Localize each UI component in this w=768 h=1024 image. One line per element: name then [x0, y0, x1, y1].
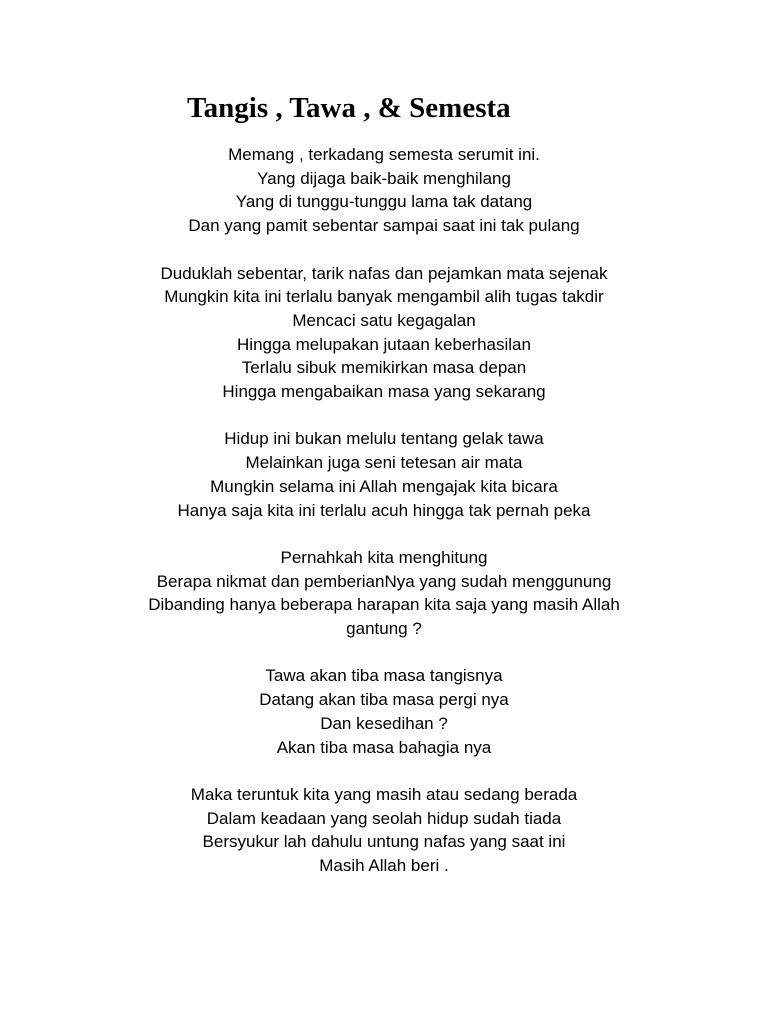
- poem-line: Hanya saja kita ini terlalu acuh hingga tak pernah peka: [177, 500, 591, 520]
- poem-line: Akan tiba masa bahagia nya: [276, 737, 492, 757]
- poem-line: Dan kesedihan ?: [320, 713, 448, 733]
- poem-line: Dibanding hanya beberapa harapan kita saja yang masih Allah: [148, 595, 620, 615]
- poem-stanza: [0, 783, 768, 878]
- poem-line: Masih Allah beri .: [319, 856, 449, 876]
- poem-stanza: [0, 427, 768, 522]
- poem-stanza: [0, 664, 768, 759]
- poem-line: Memang , terkadang semesta serumit ini.: [228, 145, 540, 164]
- poem-line: Mungkin kita ini terlalu banyak mengambil alih tugas takdir: [164, 287, 604, 307]
- poem-line: Dan yang pamit sebentar sampai saat ini tak pulang: [188, 216, 580, 236]
- poem-line: Pernahkah kita menghitung: [280, 547, 488, 567]
- poem-line: Duduklah sebentar, tarik nafas dan pejamkan mata sejenak: [160, 263, 608, 283]
- poem-line: Mungkin selama ini Allah mengajak kita bicara: [210, 476, 558, 496]
- poem-line: Berapa nikmat dan pemberianNya yang sudah menggunung: [156, 571, 612, 591]
- poem-line: Maka teruntuk kita yang masih atau sedang berada: [190, 784, 578, 804]
- poem-stanza: [0, 262, 768, 404]
- poem-stanza: [0, 546, 768, 641]
- poem-line: Datang akan tiba masa pergi nya: [259, 690, 509, 710]
- poem-line: Hingga melupakan jutaan keberhasilan: [237, 334, 531, 354]
- poem-line: Tawa akan tiba masa tangisnya: [265, 666, 503, 686]
- poem-line: Melainkan juga seni tetesan air mata: [245, 453, 523, 473]
- poem-line: Terlalu sibuk memikirkan masa depan: [241, 358, 527, 378]
- poem-line: Mencaci satu kegagalan: [292, 310, 476, 330]
- poem-title: Tangis , Tawa , & Semesta: [187, 92, 511, 124]
- poem-line: Dalam keadaan yang seolah hidup sudah tiada: [206, 808, 562, 828]
- poem-line: Hidup ini bukan melulu tentang gelak tawa: [224, 429, 544, 449]
- poem-line: Yang dijaga baik-baik menghilang: [257, 168, 511, 188]
- poem-body: [0, 143, 768, 901]
- poem-stanza: [0, 143, 768, 238]
- poem-line: gantung ?: [346, 619, 422, 639]
- poem-line: Yang di tunggu-tunggu lama tak datang: [235, 192, 533, 212]
- poem-line: Bersyukur lah dahulu untung nafas yang saat ini: [202, 832, 566, 852]
- poem-line: Hingga mengabaikan masa yang sekarang: [222, 382, 546, 402]
